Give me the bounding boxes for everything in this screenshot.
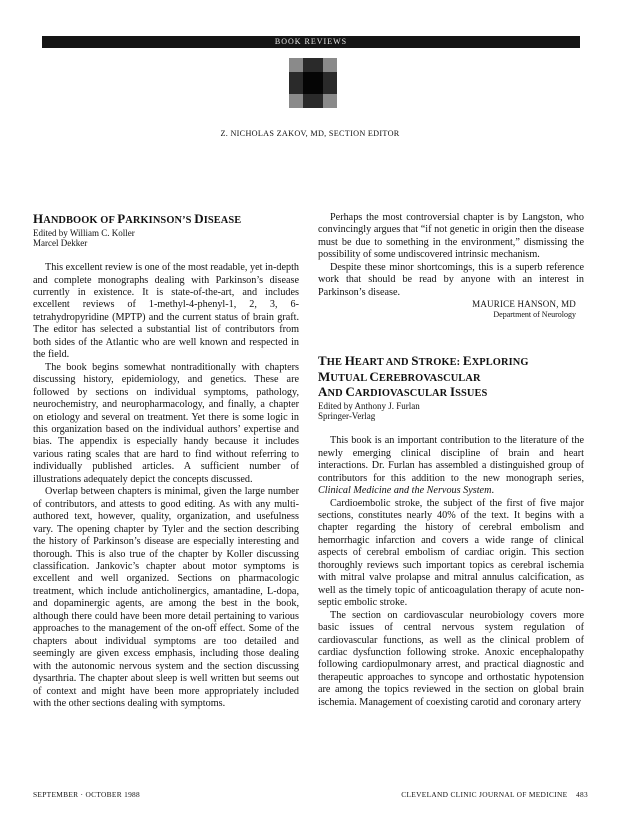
review1-paragraph: This excellent review is one of the most readable, yet in-depth and complete monographs dealing with Parkinson’s disease currently in existence. It is state-of-the-art, and includes excellent reviews of 1-methyl-4-phenyl-1, 2, 3, 6-tetrahydropyridine (MPTP) and the current status of brain graft. The editor has selected a substantial list of contributors from both sides of the Atlantic who are well known and respected in the field. [33, 262, 299, 361]
review2-publisher: Springer-Verlag [318, 411, 376, 422]
review2-paragraph: The section on cardiovascular neurobiology covers more basic issues of central nervous system regulation of cardiovascular functions, as well as the clinical problem of cardiac dysfunction following stroke. Anoxic encephalopathy following cardiopulmonary arrest, and practical diagnostic and therapeutic approaches to syncope and orthostatic hypotension are among the topics reviewed in the section on global brain ischemia. Management of coexisting carotid and coronary artery [318, 609, 584, 708]
review2-title [318, 354, 584, 401]
review2-paragraph: This book is an important contribution to the literature of the newly emerging clinical discipline of brain and heart interactions. Dr. Furlan has assembled a distinguished group of contributors for this addition to the new monograph series, Clinical Medicine and the Nervous System. [318, 435, 584, 497]
title-line: MUTUAL CEREBROVASCULAR [318, 368, 481, 384]
series-title: Clinical Medicine and the Nervous System [318, 485, 492, 497]
review1-paragraph: Overlap between chapters is minimal, given the large number of contributors, and attests to good editing. As with any multi-authored text, however, quality, organization, and usefulness vary. The opening chapter by Tyler and the section describing the history of Parkinson’s disease are especially interesting and thorough. This is also true of the chapter by Koller discussing classification. Jankovic’s chapter about motor symptoms is excellent and well organized. Sections on pharmacologic treatment, which include anticholinergics, amantadine, L-dopa, and dopaminergic agents, are among the best in the book, although there could have been more detail pertaining to various approaches to the management of the on-off effect. Some of the chapters about individual symptoms are too detailed and seemingly are given excess emphasis, including those dealing with the autonomic nervous system and the section discussing dysarthria. The chapter about sleep is well written but seems out of context and might have been more appropriately included with the other sections dealing with symptoms. [33, 486, 299, 709]
title-word: HANDBOOK OF [33, 211, 118, 226]
journal-logo-icon [289, 58, 337, 108]
reviewer-department: Department of Neurology [493, 310, 576, 320]
review1-title [33, 212, 299, 228]
title-word: PARKINSON’S [117, 211, 195, 226]
review1-editor: Edited by William C. Koller [33, 227, 135, 238]
section-editor-line: Z. NICHOLAS ZAKOV, MD, SECTION EDITOR [220, 129, 400, 138]
section-label: BOOK REVIEWS [274, 37, 348, 46]
review1-paragraph: Despite these minor shortcomings, this is a superb reference work that should be read by anyone with an interest in Parkinson’s disease. [318, 261, 584, 298]
review2-editor: Edited by Anthony J. Furlan [318, 400, 420, 411]
review2-paragraph: Cardioembolic stroke, the subject of the first of five major sections, constitutes nearly 40% of the text. It begins with a chapter regarding the history of cerebral embolism and hemorrhagic infarction and covers a wide range of clinical aspects of cerebral embolism of cardiac origin. This section thoroughly reviews such important topics as cerebral ischemia with mitral valve prolapse and mitral annulus calcification, as well as the timely topic of anticoagulation therapy of acute non-septic embolic stroke. [318, 497, 584, 609]
footer-journal: CLEVELAND CLINIC JOURNAL OF MEDICINE 483 [401, 790, 588, 799]
section-banner [42, 36, 580, 48]
title-word: DISEASE [194, 211, 242, 226]
reviewer-name: MAURICE HANSON, MD [472, 299, 576, 310]
title-line: AND CARDIOVASCULAR ISSUES [318, 384, 488, 400]
left-column [33, 212, 299, 710]
footer-date: SEPTEMBER · OCTOBER 1988 [33, 790, 141, 799]
review1-publisher: Marcel Dekker [33, 238, 88, 249]
title-line: THE HEART AND STROKE: EXPLORING [318, 353, 529, 369]
page-number: 483 [576, 790, 588, 799]
review1-paragraph: Perhaps the most controversial chapter is by Langston, who convincingly argues that “if not genetic in origin then the disease must be due to something in the environment,” dismissing the possibility of some undiscovered intrinsic mechanism. [318, 212, 584, 261]
review1-paragraph: The book begins somewhat nontraditionally with chapters discussing history, epidemiology, and genetics. These are followed by sections on individual symptoms, pathology, neurochemistry, and neuropharmacology, and finally, a chapter on etiology and several on treatment. Yet there is some logic in this organization based on the individual authors’ expertise and bias. The appendix is especially handy because it includes various rating scales that are hard to find without referring to individually published articles. A sufficient number of illustrations adequately depict the concepts discussed. [33, 361, 299, 485]
right-column [318, 212, 584, 709]
